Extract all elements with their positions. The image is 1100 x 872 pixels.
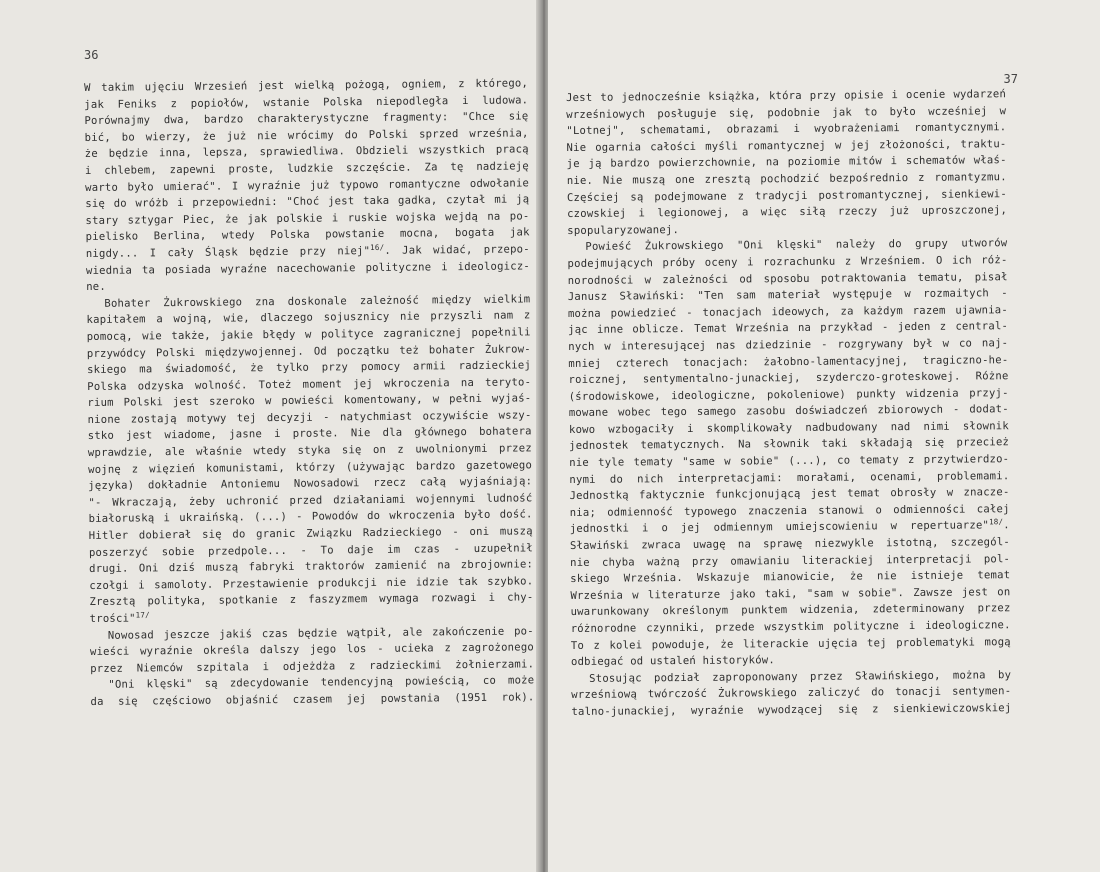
text-line: Częściej są podejmowane z tradycji postromantycznej, sienkiewi-	[566, 187, 1007, 204]
text-line: Polska odzyska wolność. Toteż moment jej wkroczenia na teryto-	[87, 376, 532, 393]
text-line: nia; odmienność typowego znaczenia stanowi o odmienności całej	[569, 502, 1010, 519]
text-line: Porównajmy dwa, bardzo charakterystyczne fragmenty: "Chce się	[84, 110, 529, 128]
text-line: trości"$^{17/}$	[89, 610, 150, 625]
text-line: jąc inne oblicze. Temat Września na przykład - jeden z central-	[568, 320, 1009, 337]
text-line: wieści wyraźnie określa dalszy jego los - ucieka z zagrożonego	[89, 641, 535, 659]
text-line: Nowosad jeszcze jakiś czas będzie wątpił, ale zakończenie po-	[107, 624, 534, 642]
text-line: i chlebem, zapewni proste, ludzkie szczęście. Za tę nadzieję	[84, 160, 529, 177]
text-line: Nie ogarnia całości myśli romantycznej w jej złożoności, traktu-	[566, 137, 1007, 154]
text-line: Powieść Żukrowskiego "Oni klęski" należy do grupy utworów	[585, 237, 1008, 254]
text-line: białoruską i ukraińską. (...) - Powodów do wkroczenia było dość.	[88, 508, 533, 526]
text-line: talno-junackiej, wyraźnie wywodzącej się z sienkiewiczowskiej	[571, 702, 1012, 718]
text-line: czowskiej i legionowej, a więc siłą rzeczy już uproszczonej,	[567, 204, 1008, 221]
text-line: różnorodne czynniki, przede wszystkim polityczne i ideologiczne.	[570, 619, 1011, 635]
right-page	[548, 0, 1100, 872]
text-line: Janusz Sławiński: "Ten sam materiał występuje w rozmaitych -	[567, 287, 1008, 304]
text-line: roicznej, sentymentalno-junackiej, szyderczo-groteskowej. Różne	[568, 370, 1009, 387]
text-line: rium Polski jest szeroko w powieści komentowany, w pełni wyjaś-	[87, 392, 532, 410]
text-line: można powiedzieć - tonacjach ideowych, za każdym razem ujawnia-	[567, 303, 1008, 320]
text-line: stary sztygar Piec, że jak polskie i ruskie wojska wejdą na po-	[85, 210, 530, 227]
text-line: norodności w zależności od sposobu potraktowania tematu, pisał	[567, 270, 1008, 287]
text-line: przez Niemców szpitala i odjeżdża z radzieckimi żołnierzami.	[90, 658, 535, 675]
text-line: Bohater Żukrowskiego zna doskonale zależność między wielkim	[104, 293, 531, 310]
right-page-text	[566, 86, 1011, 720]
text-line: jak Feniks z popiołów, wstanie Polska niepodległa i ludowa.	[84, 93, 529, 111]
left-page-text	[84, 75, 535, 710]
text-line: drugi. Oni dziś muszą fabryki traktorów zamienić na zbrojownie:	[89, 558, 534, 576]
text-line: kapitałem a wojną, wie, dlaczego sojusznicy nie przyszli nam z	[86, 309, 531, 327]
text-line: jednostek tematycznych. Na słownik taki składają się przecież	[569, 436, 1010, 453]
text-line: wrześniowych posługuje się, podobnie jak to było wcześniej w	[566, 104, 1007, 121]
footnote-ref: 17/	[135, 610, 150, 620]
text-line: Hitler dobierał się do granic Związku Radzieckiego - oni muszą	[88, 525, 533, 543]
text-line: pielisko Berlina, wtedy Polska powstanie mocna, bogata jak	[85, 226, 530, 244]
text-line: Jednostką faktycznie funkcjonującą jest temat obrosły w znacze-	[569, 486, 1010, 503]
text-line: się do wróżb i przepowiedni: "Choć jest taka gadka, czytał mi ją	[85, 193, 530, 211]
text-line: skiego ma świadomość, że tylko przy pomocy armii radzieckiej	[86, 359, 532, 377]
text-line: To z kolei powoduje, że literackie ujęcia tej problematyki mogą	[570, 635, 1011, 652]
footnote-ref: 18/	[989, 517, 1004, 527]
text-line: "- Wkraczają, żeby uchronić przed działaniami wojennymi ludność	[88, 492, 533, 509]
text-line: skiego Września. Wskazuje mianowicie, że nie istnieje temat	[570, 569, 1011, 586]
text-line: wojnę z więzień komunistami, którzy (używając bardzo gazetowego	[88, 458, 533, 476]
text-line: że będzie inna, lepsza, sprawiedliwa. Obdzieli wszystkich pracą	[84, 143, 529, 161]
text-line: (środowiskowe, ideologiczne, pokoleniowe) punkty widzenia przyj-	[568, 386, 1009, 403]
text-line: nione zostają motywy tej decyzji - natychmiast oczywiście wszy-	[87, 409, 532, 426]
text-line: mniej czterech tonacjach: żałobno-lamentacyjnej, tragiczno-he-	[568, 353, 1009, 370]
text-line: wrześniową twórczość Żukrowskiego zaliczyć do tonacji sentymen-	[571, 685, 1012, 702]
page-number: 36	[84, 48, 99, 62]
text-line: da się częściowo objaśnić czasem jej powstania (1951 rok).	[90, 691, 535, 708]
text-line: Jest to jednocześnie książka, która przy opisie i ocenie wydarzeń	[566, 88, 1007, 104]
text-line: wiednia ta posiada wyraźne nacechowanie polityczne i ideologicz-	[85, 259, 531, 277]
text-line: podejmujących próby oceny i rozrachunku z Wrześniem. O ich róż-	[567, 254, 1008, 270]
text-line: mowane wobec tego samego zasobu doświadczeń zbiorowych - dodat-	[568, 403, 1009, 420]
text-line: Sławiński zwraca uwagę na sprawę niezwykle istotną, szczegól-	[569, 536, 1011, 553]
text-line: nie. Nie muszą one zresztą pochodzić bezpośrednio z romantyzmu.	[566, 171, 1007, 187]
text-line: Zresztą polityka, spotkanie z faszyzmem wymaga rozwagi i chy-	[89, 591, 534, 609]
text-line: "Oni klęski" są zdecydowanie tendencyjną powieścią, co może	[108, 674, 535, 692]
text-line: uwarunkowany określonym punktem widzenia, zdeterminowany przez	[570, 602, 1011, 619]
text-line: jednostki i o jej odmiennym umiejscowieniu w repertuarze"$^{18/}$.	[569, 517, 1010, 536]
text-line: stko jest wiadome, jasne i proste. Nie dla głównego bohatera	[87, 425, 532, 443]
text-line: poszerzyć sobie przedpole... - To daje im czas - uzupełnił	[88, 541, 533, 559]
page-number: 37	[1003, 72, 1018, 86]
text-line: nych w interesującej nas dziedzinie - rozgrywany był w co naj-	[568, 337, 1009, 353]
left-page	[0, 0, 540, 872]
text-line: bić, bo wierzy, że już nie wrócimy do Polski sprzed września,	[84, 127, 529, 144]
text-line: nigdy... I cały Śląsk będzie przy niej"$^{16/}$. Jak widać, przepo-	[85, 242, 530, 260]
text-line: czołgi i samoloty. Przestawienie produkcji nie idzie tak szybko.	[89, 575, 534, 592]
text-line: Stosując podział zaproponowany przez Sławińskiego, można by	[589, 668, 1012, 685]
text-line: je ją bardzo powierzchownie, na poziomie mitów i schematów właś-	[566, 154, 1007, 171]
text-line: nie tyle tematy "same w sobie" (...), co tematy z przytwierdzo-	[569, 453, 1010, 470]
text-line: wprawdzie, ale właśnie wtedy styka się on z uwolnionymi przez	[87, 442, 532, 460]
text-line: przywódcy Polski międzywojennej. Od początku też bohater Żukrow-	[86, 342, 531, 360]
text-line: kowo wzbogaciły i skomplikowały nadbudowany nad nimi słownik	[568, 420, 1010, 436]
text-line: nie chyba ważną przy omawianiu literackiej interpretacji pol-	[570, 552, 1011, 569]
text-line: W takim ujęciu Wrzesień jest wielką pożogą, ogniem, z którego,	[84, 77, 529, 94]
text-line: "Lotnej", schematami, obrazami i wyobrażeniami romantycznymi.	[566, 121, 1007, 138]
footnote-ref: 16/	[370, 242, 385, 252]
text-line: ne.	[86, 280, 106, 294]
text-line: warto było umierać". I wyraźnie już typowo romantyczne odwołanie	[85, 176, 530, 194]
text-line: nymi do nich interpretacjami: morałami, ocenami, problemami.	[569, 469, 1010, 486]
text-line: spopularyzowanej.	[567, 223, 680, 237]
text-line: pomocą, wie także, jakie błędy w polityce zagranicznej popełnili	[86, 326, 531, 343]
text-line: odbiegać od ustaleń historyków.	[570, 654, 775, 669]
text-line: Września w literaturze jako taki, "sam w sobie". Zawsze jest on	[570, 585, 1011, 602]
text-line: języka) dokładnie Antoniemu Nowosadowi rzecz całą wyjaśniają:	[88, 475, 533, 493]
